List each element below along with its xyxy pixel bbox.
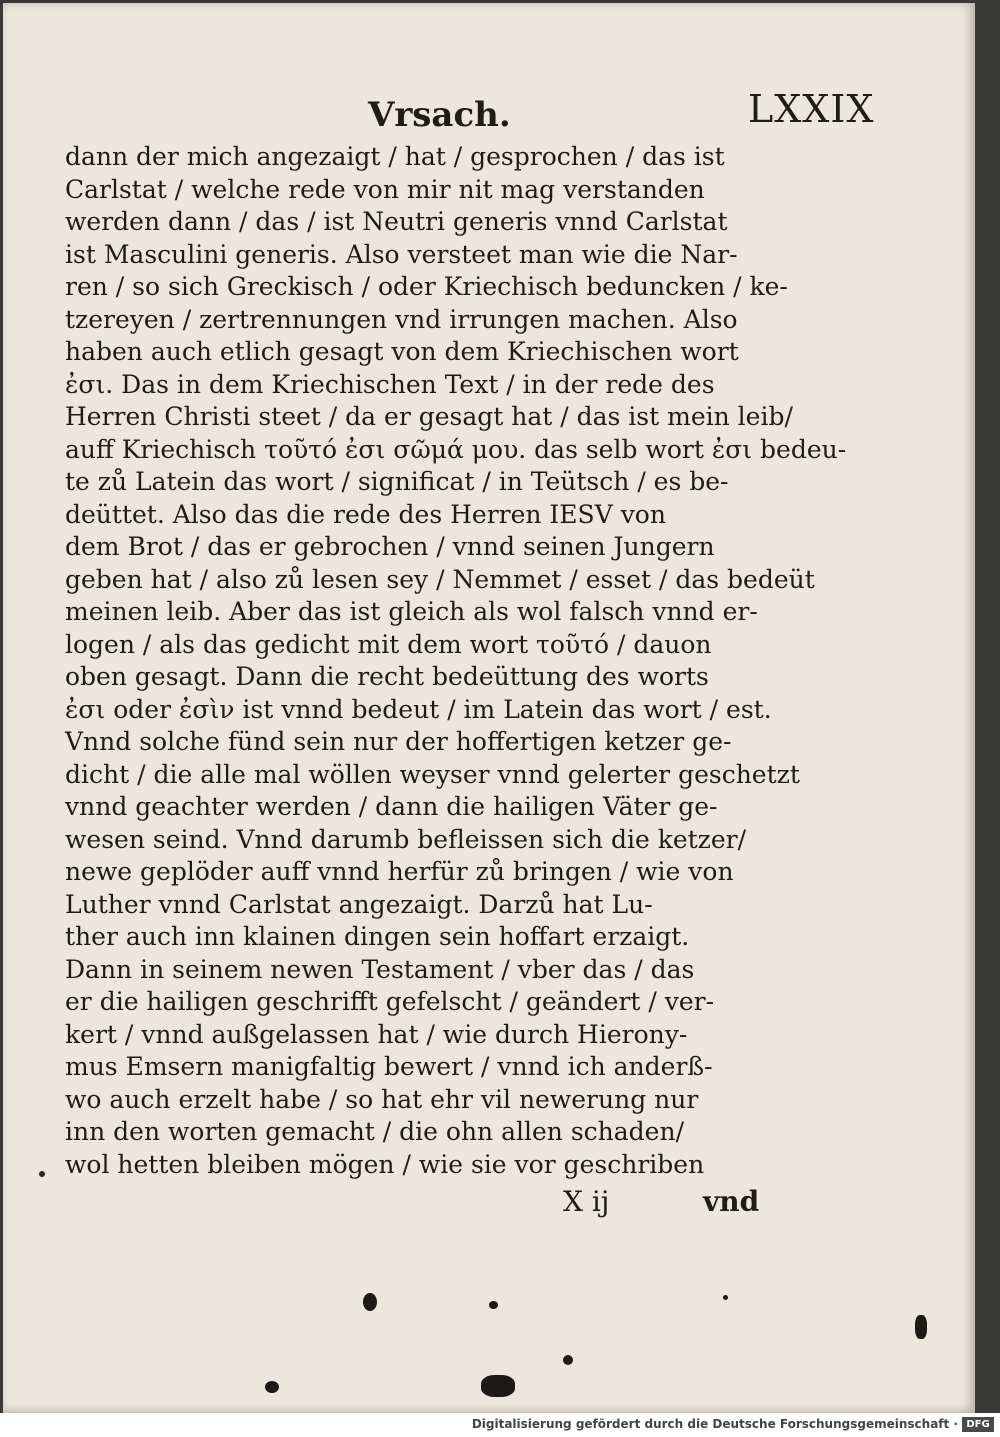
text-line: mus Emsern manigfaltig bewert / vnnd ich anderß- bbox=[65, 1052, 713, 1081]
text-line: Carlstat / welche rede von mir nit mag verstanden bbox=[65, 174, 705, 204]
text-line: meinen leib. Aber das ist gleich als wol falsch vnnd er- bbox=[65, 597, 758, 626]
text-line: tzereyen / zertrennungen vnd irrungen machen. Also bbox=[65, 304, 738, 334]
text-line: deüttet. Also das die rede des Herren IESV von bbox=[65, 499, 666, 529]
text-line: ist Masculini generis. Also versteet man wie die Nar- bbox=[65, 239, 738, 269]
digitization-footer bbox=[0, 1413, 1000, 1437]
dfg-logo: DFG bbox=[962, 1417, 994, 1432]
text-line: newe geplöder auff vnnd herfür zů bringen / wie von bbox=[65, 857, 734, 886]
margin-mark bbox=[39, 1171, 45, 1177]
running-head: Vrsach. bbox=[368, 95, 511, 135]
ink-blot bbox=[723, 1295, 728, 1300]
ink-blot bbox=[265, 1381, 279, 1393]
text-line: ren / so sich Greckisch / oder Kriechisch beduncken / ke- bbox=[65, 272, 788, 301]
text-line: logen / als das gedicht mit dem wort τοῦτό / dauon bbox=[65, 629, 712, 659]
text-line: inn den worten gemacht / die ohn allen schaden/ bbox=[65, 1117, 684, 1146]
ink-blot bbox=[481, 1375, 515, 1397]
text-line: dann der mich angezaigt / hat / gesprochen / das ist bbox=[65, 142, 725, 171]
text-line: werden dann / das / ist Neutri generis vnnd Carlstat bbox=[65, 207, 728, 236]
text-line: Vnnd solche fünd sein nur der hoffertigen ketzer ge- bbox=[65, 727, 732, 756]
text-line: haben auch etlich gesagt von dem Kriechischen wort bbox=[65, 337, 739, 366]
catchword: vnd bbox=[703, 1185, 760, 1218]
text-line: vnnd geachter werden / dann die hailigen Väter ge- bbox=[65, 792, 718, 821]
text-line: ἐσι oder ἐσὶν ist vnnd bedeut / im Latein das wort / est. bbox=[65, 694, 772, 724]
funding-credit: Digitalisierung gefördert durch die Deutsche Forschungsgemeinschaft · bbox=[471, 1417, 958, 1431]
text-line: ther auch inn klainen dingen sein hoffart erzaigt. bbox=[65, 922, 690, 951]
text-line: te zů Latein das wort / significat / in Teütsch / es be- bbox=[65, 467, 729, 496]
text-line: Herren Christi steet / da er gesagt hat / das ist mein leib/ bbox=[65, 402, 793, 431]
ink-blot bbox=[489, 1301, 498, 1309]
text-line: wol hetten bleiben mögen / wie sie vor geschriben bbox=[65, 1149, 705, 1179]
text-line: auff Kriechisch τοῦτό ἐσι σῶμά μου. das selb wort ἐσι bedeu- bbox=[65, 434, 847, 464]
book-page bbox=[3, 3, 975, 1413]
signature-mark: X ij bbox=[563, 1185, 610, 1218]
folio-number: LXXIX bbox=[748, 87, 875, 131]
ink-blot bbox=[915, 1315, 927, 1339]
text-line: wo auch erzelt habe / so hat ehr vil newerung nur bbox=[65, 1084, 699, 1114]
text-line: ἐσι. Das in dem Kriechischen Text / in der rede des bbox=[65, 369, 715, 399]
text-line: dem Brot / das er gebrochen / vnnd seinen Jungern bbox=[65, 532, 715, 561]
text-line: dicht / die alle mal wöllen weyser vnnd gelerter geschetzt bbox=[65, 759, 800, 789]
ink-blot bbox=[563, 1355, 573, 1365]
ink-blot bbox=[363, 1293, 377, 1311]
body-text bbox=[65, 141, 847, 1181]
text-line: geben hat / also zů lesen sey / Nemmet / esset / das bedeüt bbox=[65, 564, 815, 594]
text-line: Luther vnnd Carlstat angezaigt. Darzů hat Lu- bbox=[65, 889, 653, 919]
text-line: kert / vnnd außgelassen hat / wie durch Hierony- bbox=[65, 1019, 688, 1049]
text-line: er die hailigen geschrifft gefelscht / geändert / ver- bbox=[65, 987, 715, 1016]
text-line: oben gesagt. Dann die recht bedeüttung des worts bbox=[65, 662, 709, 691]
text-line: wesen seind. Vnnd darumb befleissen sich die ketzer/ bbox=[65, 824, 747, 854]
text-line: Dann in seinem newen Testament / vber das / das bbox=[65, 954, 695, 984]
